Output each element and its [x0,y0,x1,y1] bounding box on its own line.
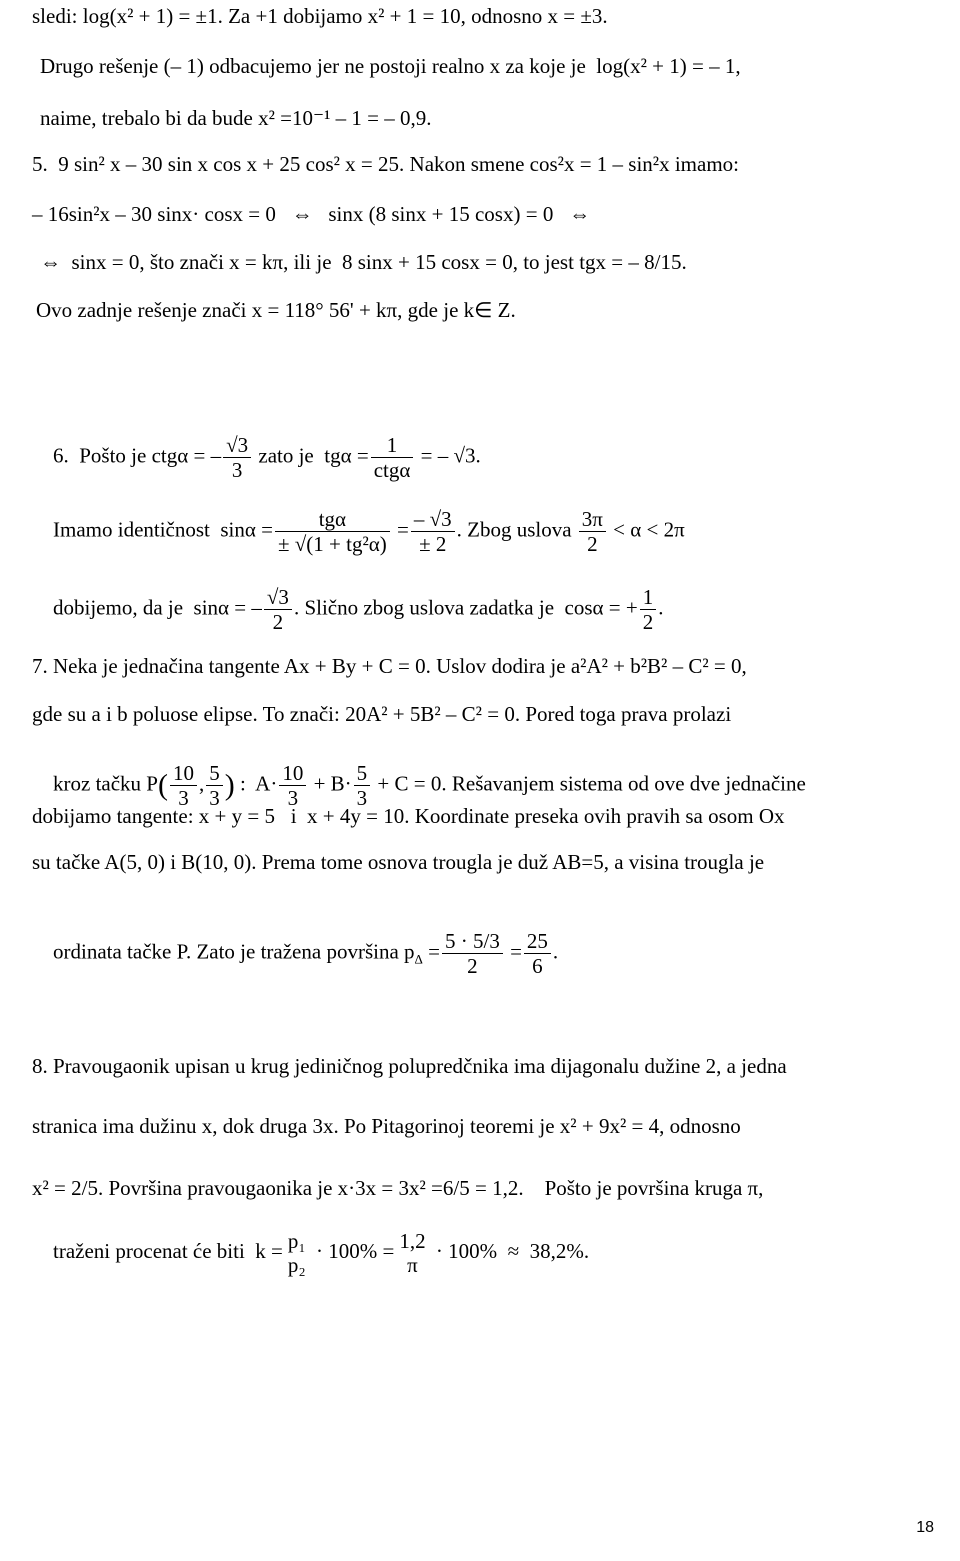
equation-line: traženi procenat će biti k = p₁ p₂ · 100% = 1,2 π · 100% ≈ 38,2%. [53,1229,590,1278]
text-line: gde su a i b poluose elipse. To znači: 20A² + 5B² – C² = 0. Pored toga prava prolazi [32,702,732,726]
fraction: $\frac{10}{3}$ [170,761,197,810]
text-line: – 16sin²x – 30 sinx· cosx = 0 ⇔ sinx (8 sinx + 15 cosx) = 0 ⇔ [32,202,591,226]
fraction: p₁ p₂ [287,1229,306,1278]
text-line: Drugo rešenje (– 1) odbacujemo jer ne postoji realno x za koje je log(x² + 1) = – 1, [40,54,741,78]
equation-line: kroz tačku P( $\frac{10}{3}$ , $\frac{5}{3}$ ) : A· $\frac{10}{3}$ + B· $\frac{5}{3}$ + C = 0. Rešavanjem sistema od ove dve jednačine [53,761,806,811]
fraction: $\frac{5 \cdot 5/3}{2}$ [442,929,503,978]
text-line: su tačke A(5, 0) i B(10, 0). Prema tome osnova trougla je duž AB=5, a visina trougla je [32,850,765,874]
text-line: sledi: log(x² + 1) = ±1. Za +1 dobijamo x² + 1 = 10, odnosno x = ±3. [32,4,608,28]
fraction: 1,2 π [399,1229,426,1278]
fraction: $\frac{25}{6}$ [524,929,551,978]
fraction: $\frac{√3}{3}$ [223,433,251,482]
equation-line: dobijemo, da je sinα = – $\frac{√3}{2}$ . Slično zbog uslova zadatka je cosα = + $\frac{1}{2}$ . [53,585,664,635]
text-line: 7. Neka je jednačina tangente Ax + By + C = 0. Uslov dodira je a²A² + b²B² – C² = 0, [32,654,747,678]
equation-line: Imamo identičnost sinα = tgα ± √(1 + tg²α) = $\frac{- √3}{\pm 2}$ . Zbog uslova $\frac{3\pi}{2}$ < α < 2π [53,507,685,557]
fraction: $\frac{√3}{2}$ [264,585,292,634]
fraction: $\frac{1}{2}$ [640,585,657,634]
fraction: $\frac{10}{3}$ [279,761,306,810]
equation-line: ordinata tačke P. Zato je tražena površina $p_\Delta$ = $\frac{5 \cdot 5/3}{2}$ = $\frac{25}{6}$ . [53,929,559,979]
text-line: x² = 2/5. Površina pravougaonika je x·3x = 3x² =6/5 = 1,2. Pošto je površina kruga π, [32,1176,764,1200]
text-line: naime, trebalo bi da bude x² =10⁻¹ – 1 = – 0,9. [40,106,432,130]
page-number: 18 [916,1519,934,1536]
fraction: 1 ctgα [371,433,414,482]
text-line: Ovo zadnje rešenje znači x = 118° 56' + kπ, gde je k∈ Z. [36,298,516,322]
fraction: tgα ± √(1 + tg²α) [275,507,390,556]
fraction: $\frac{- √3}{\pm 2}$ [411,507,455,556]
text-line: ⇔ sinx = 0, što znači x = kπ, ili je 8 sinx + 15 cosx = 0, to jest tgx = – 8/15. [40,250,687,274]
text-line: dobijamo tangente: x + y = 5 i x + 4y = 10. Koordinate preseka ovih pravih sa osom Ox [32,804,785,828]
text-line: 8. Pravougaonik upisan u krug jediničnog polupredčnika ima dijagonalu dužine 2, a jedna [32,1054,787,1078]
fraction: $\frac{5}{3}$ [206,761,223,810]
fraction: $\frac{5}{3}$ [354,761,371,810]
fraction: $\frac{3\pi}{2}$ [579,507,606,556]
text-line: 5. 9 sin² x – 30 sin x cos x + 25 cos² x = 25. Nakon smene cos²x = 1 – sin²x imamo: [32,152,740,176]
equation-line: 6. Pošto je ctgα = – $\frac{√3}{3}$ zato je tgα = 1 ctgα = – √3. [53,433,481,483]
text-line: stranica ima dužinu x, dok druga 3x. Po Pitagorinoj teoremi je x² + 9x² = 4, odnosno [32,1114,741,1138]
